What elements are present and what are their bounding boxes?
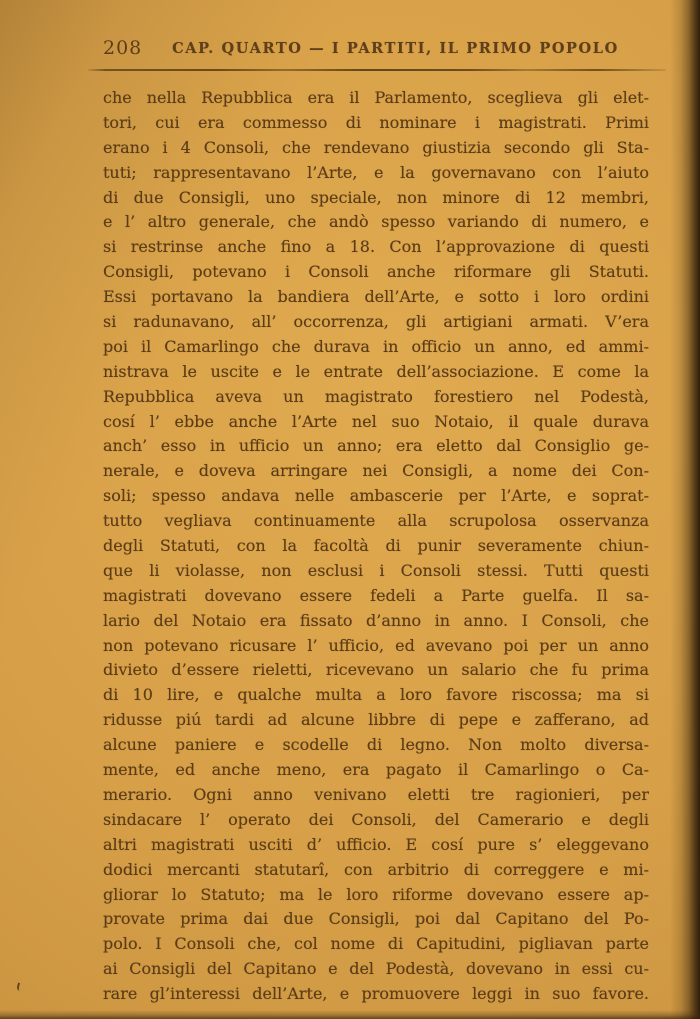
ink-speck xyxy=(16,983,23,992)
text-line: non potevano ricusare l’ ufficio, ed avevano poi per un anno xyxy=(103,635,649,655)
text-line: rare gl’interessi dell’Arte, e promuovere leggi in suo favore. xyxy=(103,984,649,1004)
text-line: magistrati dovevano essere fedeli a Parte guelfa. Il sa- xyxy=(103,585,649,605)
text-line: gliorar lo Statuto; ma le loro riforme dovevano essere ap- xyxy=(103,884,649,904)
chapter-header: CAP. QUARTO — I PARTITI, IL PRIMO POPOLO xyxy=(172,40,619,57)
page-edge-shadow-right xyxy=(670,0,700,1019)
text-line: Repubblica aveva un magistrato forestiero nel Podestà, xyxy=(103,386,649,406)
page-number: 208 xyxy=(103,37,143,59)
text-line: dodici mercanti statutarî, con arbitrio di correggere e mi- xyxy=(103,859,649,879)
text-line: erano i 4 Consoli, che rendevano giustizia secondo gli Sta- xyxy=(103,137,649,157)
text-line: que li violasse, non esclusi i Consoli stessi. Tutti questi xyxy=(103,560,649,580)
text-line: cosí l’ ebbe anche l’Arte nel suo Notaio, il quale durava xyxy=(103,411,649,431)
page-edge-shadow-bottom xyxy=(0,1010,700,1019)
text-line: mente, ed anche meno, era pagato il Camarlingo o Ca- xyxy=(103,760,649,780)
header-rule xyxy=(88,69,666,71)
text-line: divieto d’essere rieletti, ricevevano un salario che fu prima xyxy=(103,660,649,680)
text-line: Consigli, potevano i Consoli anche riformare gli Statuti. xyxy=(103,262,649,282)
text-line: e l’ altro generale, che andò spesso variando di numero, e xyxy=(103,212,649,232)
text-line: nistrava le uscite e le entrate dell’associazione. E come la xyxy=(103,361,649,381)
text-line: anch’ esso in ufficio un anno; era eletto dal Consiglio ge- xyxy=(103,436,649,456)
text-line: si radunavano, all’ occorrenza, gli artigiani armati. V’era xyxy=(103,312,649,332)
text-line: lario del Notaio era fissato d’anno in anno. I Consoli, che xyxy=(103,610,649,630)
text-line: ai Consigli del Capitano e del Podestà, dovevano in essi cu- xyxy=(103,959,649,979)
text-line: poi il Camarlingo che durava in officio un anno, ed ammi- xyxy=(103,336,649,356)
text-line: tori, cui era commesso di nominare i magistrati. Primi xyxy=(103,112,649,132)
text-line: alcune paniere e scodelle di legno. Non molto diversa- xyxy=(103,735,649,755)
text-line: che nella Repubblica era il Parlamento, sceglieva gli elet- xyxy=(103,88,649,107)
text-line: altri magistrati usciti d’ ufficio. E cosí pure s’ eleggevano xyxy=(103,834,649,854)
text-line: di due Consigli, uno speciale, non minore di 12 membri, xyxy=(103,187,649,207)
text-line: polo. I Consoli che, col nome di Capitudini, pigliavan parte xyxy=(103,934,649,954)
text-line: merario. Ogni anno venivano eletti tre ragionieri, per xyxy=(103,784,649,804)
running-header xyxy=(103,37,648,61)
text-line: tuti; rappresentavano l’Arte, e la governavano con l’aiuto xyxy=(103,162,649,182)
text-line: si restrinse anche fino a 18. Con l’approvazione di questi xyxy=(103,237,649,257)
text-line: provate prima dai due Consigli, poi dal Capitano del Po- xyxy=(103,909,649,929)
body-text xyxy=(103,86,649,1007)
text-line: Essi portavano la bandiera dell’Arte, e sotto i loro ordini xyxy=(103,287,649,307)
text-line: nerale, e doveva arringare nei Consigli, a nome dei Con- xyxy=(103,461,649,481)
text-line: ridusse piú tardi ad alcune libbre di pepe e zafferano, ad xyxy=(103,710,649,730)
text-line: soli; spesso andava nelle ambascerie per l’Arte, e soprat- xyxy=(103,486,649,506)
text-line: degli Statuti, con la facoltà di punir severamente chiun- xyxy=(103,536,649,556)
text-line: di 10 lire, e qualche multa a loro favore riscossa; ma si xyxy=(103,685,649,705)
text-line: tutto vegliava continuamente alla scrupolosa osservanza xyxy=(103,511,649,531)
text-line: sindacare l’ operato dei Consoli, del Camerario e degli xyxy=(103,809,649,829)
